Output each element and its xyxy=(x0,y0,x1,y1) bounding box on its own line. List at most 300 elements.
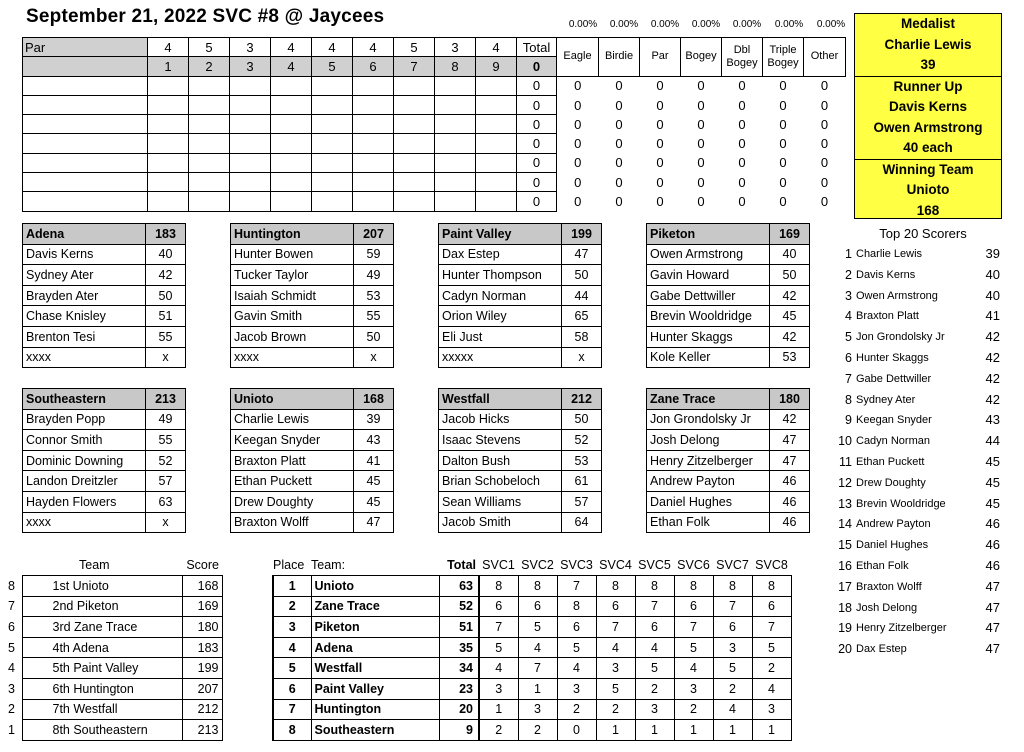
place-team: Piketon xyxy=(311,617,439,638)
score-row xyxy=(23,115,846,134)
svc-points: 6 xyxy=(479,596,518,617)
player-score: 49 xyxy=(354,265,394,286)
score-cell[interactable] xyxy=(23,95,148,114)
score-cell[interactable] xyxy=(312,192,353,211)
team-total: 180 xyxy=(770,389,810,410)
svc-points: 5 xyxy=(674,637,713,658)
player-score: 45 xyxy=(354,491,394,512)
player-score: 59 xyxy=(354,244,394,265)
player-row xyxy=(231,430,394,451)
top20-rank: 17 xyxy=(838,579,852,594)
top20-row xyxy=(838,494,1008,515)
place-total: 34 xyxy=(439,658,479,679)
player-score: 53 xyxy=(562,450,602,471)
svc-points: 8 xyxy=(752,576,791,597)
player-name: Jacob Smith xyxy=(439,512,562,533)
stat-cell: 0 xyxy=(820,97,829,113)
player-row xyxy=(23,471,186,492)
score-cell[interactable] xyxy=(23,173,148,192)
player-row xyxy=(23,265,186,286)
score-cell[interactable] xyxy=(435,95,476,114)
place-team: Southeastern xyxy=(311,720,439,741)
stat-cell: 0 xyxy=(820,174,829,190)
player-name: Braxton Wolff xyxy=(231,512,354,533)
team-table xyxy=(22,388,186,533)
place-number: 8 xyxy=(273,720,311,741)
score-cell[interactable] xyxy=(476,115,517,134)
place-points: 8 xyxy=(8,578,15,593)
stat-header: Bogey xyxy=(681,38,722,77)
runner-up-section xyxy=(855,77,1001,160)
svc-points: 4 xyxy=(674,658,713,679)
stat-cell: 0 xyxy=(656,136,664,152)
svc-points: 6 xyxy=(752,596,791,617)
player-row xyxy=(23,326,186,347)
svc-points: 5 xyxy=(518,617,557,638)
score-row xyxy=(23,153,846,172)
top20-name: Charlie Lewis xyxy=(856,248,923,260)
top20-rank: 12 xyxy=(838,475,852,490)
team-header-row xyxy=(231,389,394,410)
player-name: Eli Just xyxy=(439,326,562,347)
player-name: Jacob Hicks xyxy=(439,409,562,430)
stat-cell: 0 xyxy=(615,78,623,94)
top20-score: 41 xyxy=(985,308,1000,324)
player-score: 55 xyxy=(146,326,186,347)
top20-name: Josh Delong xyxy=(856,601,918,614)
svc-points: 5 xyxy=(635,658,674,679)
svc-header: SVC1 xyxy=(482,558,515,573)
player-score: 52 xyxy=(146,450,186,471)
player-name: Dominic Downing xyxy=(23,450,146,471)
score-cell[interactable] xyxy=(271,192,312,211)
player-score: x xyxy=(562,347,602,368)
top20-name: Ethan Folk xyxy=(856,559,909,572)
standings-score: 207 xyxy=(182,679,222,700)
stat-cell: 0 xyxy=(738,78,746,94)
player-score: 63 xyxy=(146,491,186,512)
score-cell[interactable] xyxy=(353,192,394,211)
stat-percent: 0.00% xyxy=(650,19,680,30)
standings-score: 199 xyxy=(182,658,222,679)
place-number: 2 xyxy=(273,596,311,617)
score-cell[interactable] xyxy=(271,115,312,134)
player-row xyxy=(23,409,186,430)
stat-cell: 0 xyxy=(738,194,746,210)
stat-cell: 0 xyxy=(517,173,557,192)
place-total: 35 xyxy=(439,637,479,658)
score-cell[interactable] xyxy=(189,192,230,211)
par-row xyxy=(23,38,846,57)
stat-cell: 0 xyxy=(574,174,582,190)
stat-percent: 0.00% xyxy=(732,19,762,30)
svc-points: 3 xyxy=(557,679,596,700)
svc-points: 1 xyxy=(752,720,791,741)
stat-cell: 0 xyxy=(738,136,746,152)
total-header: Total xyxy=(447,558,476,573)
svc-points: 2 xyxy=(518,720,557,741)
player-score: x xyxy=(146,512,186,533)
score-cell[interactable] xyxy=(23,153,148,172)
top20-row xyxy=(838,306,1008,327)
svc-points: 3 xyxy=(518,699,557,720)
score-cell[interactable] xyxy=(189,115,230,134)
player-score: 44 xyxy=(562,285,602,306)
svc-points: 1 xyxy=(635,720,674,741)
svc-points: 6 xyxy=(596,596,635,617)
svc-header: SVC7 xyxy=(716,558,749,573)
stat-cell: 0 xyxy=(656,97,664,113)
score-cell[interactable] xyxy=(435,76,476,95)
place-team: Adena xyxy=(311,637,439,658)
top20-name: Brevin Wooldridge xyxy=(856,497,946,510)
top20-row xyxy=(838,577,1008,598)
team-header-row xyxy=(23,389,186,410)
top20-row xyxy=(838,556,1008,577)
team-table xyxy=(230,223,394,368)
stat-cell: 0 xyxy=(738,174,746,190)
hole-number: 7 xyxy=(394,57,435,76)
standings-score: 169 xyxy=(182,596,222,617)
standings-row xyxy=(8,617,222,638)
score-cell[interactable] xyxy=(312,173,353,192)
player-score: 57 xyxy=(146,471,186,492)
top20-rank: 7 xyxy=(845,371,852,386)
score-cell[interactable] xyxy=(271,173,312,192)
standings-row xyxy=(8,576,222,597)
player-score: 42 xyxy=(770,285,810,306)
top20-name: Davis Kerns xyxy=(856,268,916,281)
player-score: 50 xyxy=(562,265,602,286)
score-cell[interactable] xyxy=(230,173,271,192)
score-cell[interactable] xyxy=(189,153,230,172)
stat-cell: 0 xyxy=(820,116,829,132)
stat-cell: 0 xyxy=(779,194,787,210)
player-name: Brenton Tesi xyxy=(23,326,146,347)
score-cell[interactable] xyxy=(353,153,394,172)
top20-score: 42 xyxy=(985,370,1000,386)
team-total: 168 xyxy=(354,389,394,410)
standings-row xyxy=(8,720,222,741)
score-row xyxy=(23,192,846,211)
score-cell[interactable] xyxy=(394,76,435,95)
team-header-row xyxy=(439,389,602,410)
team-table xyxy=(438,223,602,368)
score-row xyxy=(23,173,846,192)
score-cell[interactable] xyxy=(148,115,189,134)
player-score: 46 xyxy=(770,491,810,512)
player-name: Hunter Thompson xyxy=(439,265,562,286)
stat-cell: 0 xyxy=(738,97,746,113)
score-cell[interactable] xyxy=(394,95,435,114)
score-cell[interactable] xyxy=(148,134,189,153)
stat-cell: 0 xyxy=(820,78,829,94)
player-name: Landon Dreitzler xyxy=(23,471,146,492)
score-cell[interactable] xyxy=(476,173,517,192)
top20-row xyxy=(838,431,1008,452)
score-cell[interactable] xyxy=(476,95,517,114)
svc-points: 4 xyxy=(596,637,635,658)
player-score: 45 xyxy=(354,471,394,492)
place-number: 4 xyxy=(273,637,311,658)
place-total: 9 xyxy=(439,720,479,741)
player-score: 50 xyxy=(146,285,186,306)
stat-cell: 0 xyxy=(517,134,557,153)
team-name: Paint Valley xyxy=(439,224,562,245)
player-row xyxy=(439,244,602,265)
svc-points: 5 xyxy=(596,679,635,700)
top20-rank: 16 xyxy=(838,558,852,573)
total-value: 0 xyxy=(517,57,557,76)
player-row xyxy=(439,450,602,471)
stat-cell: 0 xyxy=(615,136,623,152)
stat-cell: 0 xyxy=(656,174,664,190)
placement-row xyxy=(273,679,791,700)
place-header: Place xyxy=(273,558,305,573)
placement-row xyxy=(273,596,791,617)
stat-cell: 0 xyxy=(738,116,746,132)
player-score: 40 xyxy=(146,244,186,265)
svc-points: 4 xyxy=(713,699,752,720)
svc-points: 8 xyxy=(713,576,752,597)
player-name: Jacob Brown xyxy=(231,326,354,347)
player-name: Isaiah Schmidt xyxy=(231,285,354,306)
top20-rank: 3 xyxy=(845,288,852,303)
stat-cell: 0 xyxy=(615,116,623,132)
standings-team: 5th Paint Valley xyxy=(22,658,182,679)
score-cell[interactable] xyxy=(476,76,517,95)
score-cell[interactable] xyxy=(476,192,517,211)
svc-points: 3 xyxy=(674,679,713,700)
score-cell[interactable] xyxy=(189,76,230,95)
score-cell[interactable] xyxy=(23,115,148,134)
score-cell[interactable] xyxy=(394,173,435,192)
top20-rank: 5 xyxy=(845,330,852,345)
score-cell[interactable] xyxy=(271,134,312,153)
player-name: Gavin Howard xyxy=(647,265,770,286)
top20-row xyxy=(838,598,1008,619)
team-header-row xyxy=(439,224,602,245)
player-name: Brian Schobeloch xyxy=(439,471,562,492)
player-row xyxy=(647,450,810,471)
top20-rank: 9 xyxy=(845,413,852,428)
player-name: Sean Williams xyxy=(439,491,562,512)
score-cell[interactable] xyxy=(353,76,394,95)
score-cell[interactable] xyxy=(189,134,230,153)
player-name: Braxton Platt xyxy=(231,450,354,471)
team-table xyxy=(646,388,810,533)
score-cell[interactable] xyxy=(271,76,312,95)
top20-rank: 19 xyxy=(838,621,852,636)
score-cell[interactable] xyxy=(353,173,394,192)
score-cell[interactable] xyxy=(435,115,476,134)
top20-row xyxy=(838,327,1008,348)
top20-rank: 18 xyxy=(838,600,852,615)
svc-points: 2 xyxy=(713,679,752,700)
score-cell[interactable] xyxy=(435,153,476,172)
top20-rank: 8 xyxy=(845,392,852,407)
stat-percent: 0.00% xyxy=(816,19,846,30)
score-row xyxy=(23,134,846,153)
score-cell[interactable] xyxy=(23,134,148,153)
score-cell[interactable] xyxy=(148,173,189,192)
stat-percent: 0.00% xyxy=(568,19,598,30)
svc-points: 2 xyxy=(479,720,518,741)
score-cell[interactable] xyxy=(189,173,230,192)
top20-rank: 10 xyxy=(838,434,852,449)
player-row xyxy=(439,409,602,430)
top20-row xyxy=(838,244,1008,265)
hole-number: 2 xyxy=(189,57,230,76)
score-cell[interactable] xyxy=(394,134,435,153)
score-cell[interactable] xyxy=(353,95,394,114)
player-row xyxy=(231,326,394,347)
player-name: Owen Armstrong xyxy=(647,244,770,265)
score-cell[interactable] xyxy=(230,115,271,134)
blank-cell xyxy=(8,555,22,576)
stat-cell: 0 xyxy=(574,194,582,210)
score-cell[interactable] xyxy=(271,95,312,114)
score-cell[interactable] xyxy=(312,95,353,114)
placement-row xyxy=(273,576,791,597)
player-row xyxy=(647,471,810,492)
place-team: Huntington xyxy=(311,699,439,720)
par-value: 5 xyxy=(189,38,230,57)
stat-cell: 0 xyxy=(517,95,557,114)
standings-row xyxy=(8,637,222,658)
player-row xyxy=(231,265,394,286)
par-value: 5 xyxy=(394,38,435,57)
team-name: Adena xyxy=(23,224,146,245)
player-name: Hunter Bowen xyxy=(231,244,354,265)
par-value: 3 xyxy=(230,38,271,57)
score-cell[interactable] xyxy=(312,153,353,172)
top20-score: 47 xyxy=(985,620,1000,636)
score-cell[interactable] xyxy=(476,153,517,172)
par-value: 3 xyxy=(435,38,476,57)
player-score: 65 xyxy=(562,306,602,327)
runner-up-line: 40 each xyxy=(903,140,953,155)
stat-cell: 0 xyxy=(574,136,582,152)
runner-up-line: Runner Up xyxy=(893,78,963,94)
player-row xyxy=(23,347,186,368)
standings-header xyxy=(8,555,222,576)
top20-score: 42 xyxy=(985,391,1000,407)
player-row xyxy=(647,306,810,327)
score-cell[interactable] xyxy=(353,115,394,134)
score-cell[interactable] xyxy=(435,134,476,153)
score-cell[interactable] xyxy=(230,76,271,95)
score-cell[interactable] xyxy=(230,153,271,172)
top20-score: 45 xyxy=(985,474,1000,490)
stat-cell: 0 xyxy=(820,155,829,171)
team-name: Piketon xyxy=(647,224,770,245)
player-row xyxy=(647,244,810,265)
score-cell[interactable] xyxy=(230,134,271,153)
stat-cell: 0 xyxy=(615,97,623,113)
top20-score: 46 xyxy=(985,557,1000,573)
player-score: 52 xyxy=(562,430,602,451)
stat-cell: 0 xyxy=(697,194,705,210)
top20-score: 39 xyxy=(985,246,1000,261)
place-total: 23 xyxy=(439,679,479,700)
score-cell[interactable] xyxy=(394,115,435,134)
player-row xyxy=(231,347,394,368)
top20-name: Braxton Wolff xyxy=(856,580,922,593)
par-value: 4 xyxy=(353,38,394,57)
player-name: xxxx xyxy=(231,347,354,368)
score-cell[interactable] xyxy=(271,153,312,172)
placement-row xyxy=(273,637,791,658)
stat-cell: 0 xyxy=(697,136,705,152)
top20-rank: 2 xyxy=(845,267,852,282)
top20-row xyxy=(838,452,1008,473)
score-cell[interactable] xyxy=(435,173,476,192)
winning-team-line: Unioto xyxy=(906,182,950,197)
score-cell[interactable] xyxy=(312,76,353,95)
stat-cell: 0 xyxy=(779,97,787,113)
svc-points: 7 xyxy=(557,576,596,597)
top20-row xyxy=(838,618,1008,639)
stat-header: Birdie xyxy=(599,38,640,77)
score-cell[interactable] xyxy=(394,192,435,211)
place-number: 1 xyxy=(273,576,311,597)
team-table xyxy=(22,223,186,368)
hole-number: 4 xyxy=(271,57,312,76)
score-cell[interactable] xyxy=(312,115,353,134)
hole-number: 1 xyxy=(148,57,189,76)
top20-score: 42 xyxy=(985,329,1000,345)
stat-cell: 0 xyxy=(574,155,582,171)
score-cell[interactable] xyxy=(23,192,148,211)
score-cell[interactable] xyxy=(148,192,189,211)
score-cell[interactable] xyxy=(148,95,189,114)
player-name: Brayden Popp xyxy=(23,409,146,430)
score-cell[interactable] xyxy=(353,134,394,153)
svc-points: 1 xyxy=(674,720,713,741)
svc-points: 3 xyxy=(596,658,635,679)
stat-header: Par xyxy=(640,38,681,77)
stat-header: Eagle xyxy=(557,38,599,77)
score-cell[interactable] xyxy=(148,153,189,172)
standings-team: 4th Adena xyxy=(22,637,182,658)
player-name: Kole Keller xyxy=(647,347,770,368)
stat-cell: 0 xyxy=(697,174,705,190)
player-name: xxxx xyxy=(23,512,146,533)
score-cell[interactable] xyxy=(23,76,148,95)
scorecard-grid xyxy=(22,37,846,212)
score-cell[interactable] xyxy=(476,134,517,153)
score-cell[interactable] xyxy=(230,95,271,114)
top20-score: 47 xyxy=(985,599,1000,615)
place-points: 6 xyxy=(8,620,15,635)
team-name: Southeastern xyxy=(23,389,146,410)
player-name: Isaac Stevens xyxy=(439,430,562,451)
top20-score: 45 xyxy=(985,453,1000,469)
player-name: Davis Kerns xyxy=(23,244,146,265)
score-cell[interactable] xyxy=(148,76,189,95)
top20-name: Braxton Platt xyxy=(856,310,919,323)
player-score: x xyxy=(146,347,186,368)
stat-cell: 0 xyxy=(820,194,829,210)
score-cell[interactable] xyxy=(230,192,271,211)
score-cell[interactable] xyxy=(394,153,435,172)
player-name: xxxx xyxy=(23,347,146,368)
placement-row xyxy=(273,617,791,638)
score-cell[interactable] xyxy=(312,134,353,153)
score-cell[interactable] xyxy=(435,192,476,211)
score-cell[interactable] xyxy=(189,95,230,114)
